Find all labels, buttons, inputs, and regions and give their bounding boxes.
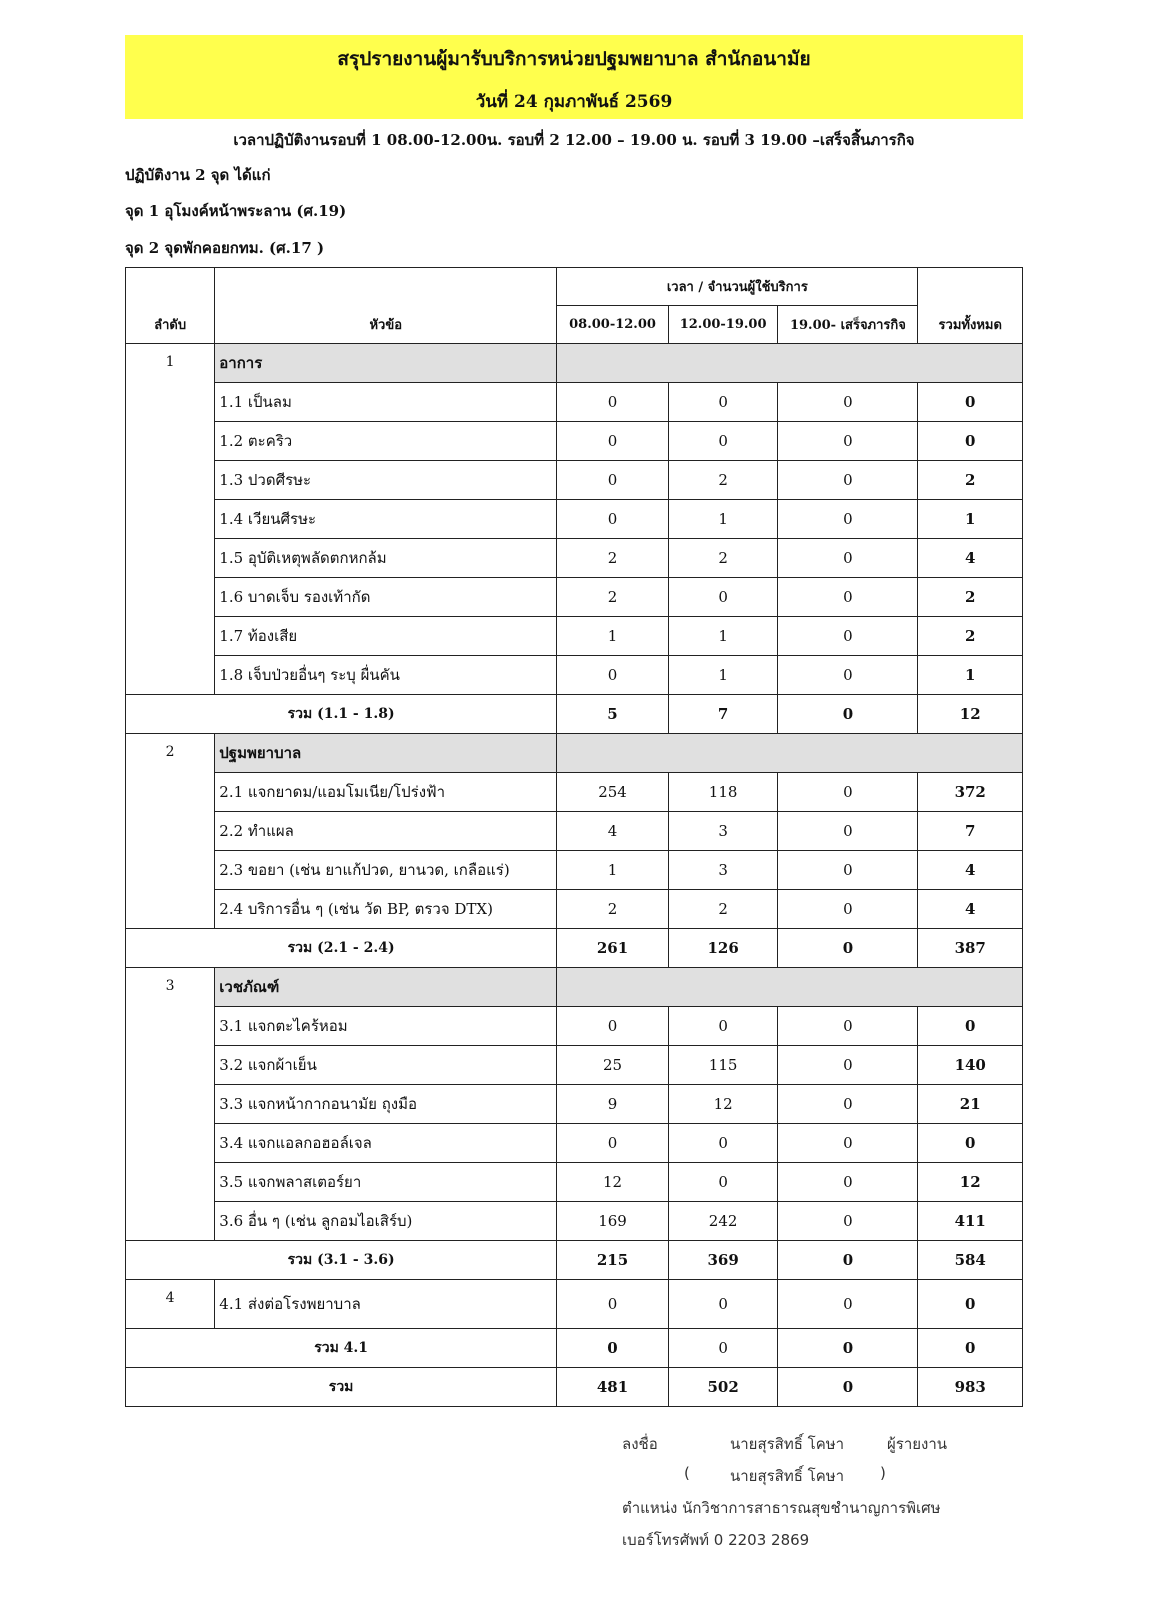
- section-number: 3: [126, 968, 215, 1241]
- value-total: 0: [918, 1124, 1023, 1163]
- section-number: 2: [126, 734, 215, 929]
- header-t1: 08.00-12.00: [557, 306, 669, 344]
- value-t3: 0: [778, 890, 918, 929]
- value-t2: 2: [668, 890, 778, 929]
- table-row: [126, 578, 1023, 617]
- item-label: 2.1 แจกยาดม/แอมโมเนีย/โปร่งฟ้า: [215, 773, 557, 812]
- paren-name: นายสุรสิทธิ์ โคษา: [730, 1467, 845, 1485]
- value-total: 140: [918, 1046, 1023, 1085]
- value-total: 1: [918, 500, 1023, 539]
- value-t2: 126: [668, 929, 778, 968]
- table-row: [126, 1085, 1023, 1124]
- value-t2: 0: [668, 1163, 778, 1202]
- section-number: 4: [126, 1280, 215, 1329]
- value-t1: 9: [557, 1085, 669, 1124]
- paren-close: ): [880, 1464, 886, 1482]
- value-t2: 12: [668, 1085, 778, 1124]
- value-total: 983: [918, 1368, 1023, 1407]
- section-title-filler: [557, 968, 1023, 1007]
- value-t1: 4: [557, 812, 669, 851]
- shift-schedule: เวลาปฏิบัติงานรอบที่ 1 08.00-12.00น. รอบที่ 2 12.00 – 19.00 น. รอบที่ 3 19.00 –เสร็จสิ้นภารกิจ: [233, 131, 915, 149]
- value-t1: 25: [557, 1046, 669, 1085]
- section-number: 1: [126, 344, 215, 695]
- value-t2: 0: [668, 1329, 778, 1368]
- value-t1: 0: [557, 461, 669, 500]
- signer-position: ตำแหน่ง นักวิชาการสาธารณสุขชำนาญการพิเศษ: [622, 1499, 941, 1517]
- value-t3: 0: [778, 851, 918, 890]
- value-t2: 242: [668, 1202, 778, 1241]
- item-label: 3.2 แจกผ้าเย็น: [215, 1046, 557, 1085]
- info-line-3: จุด 2 จุดพักคอยกทม. (ศ.17 ): [125, 239, 325, 257]
- table-row: [126, 383, 1023, 422]
- subtotal-label: รวม (1.1 - 1.8): [126, 695, 557, 734]
- value-t3: 0: [778, 1368, 918, 1407]
- value-t2: 2: [668, 539, 778, 578]
- subtotal-label: รวม (3.1 - 3.6): [126, 1241, 557, 1280]
- table-row: [126, 422, 1023, 461]
- value-t2: 7: [668, 695, 778, 734]
- table-row: [126, 500, 1023, 539]
- info-line-2: จุด 1 อุโมงค์หน้าพระลาน (ศ.19): [125, 202, 347, 220]
- value-t2: 115: [668, 1046, 778, 1085]
- header-time-group: เวลา / จำนวนผู้ใช้บริการ: [557, 268, 918, 306]
- value-t3: 0: [778, 929, 918, 968]
- value-t3: 0: [778, 500, 918, 539]
- item-label: 3.1 แจกตะไคร้หอม: [215, 1007, 557, 1046]
- grand-total-row: [126, 1368, 1023, 1407]
- value-total: 0: [918, 1007, 1023, 1046]
- value-t1: 0: [557, 500, 669, 539]
- value-t3: 0: [778, 1124, 918, 1163]
- item-label: 3.5 แจกพลาสเตอร์ยา: [215, 1163, 557, 1202]
- item-label: 2.2 ทำแผล: [215, 812, 557, 851]
- value-t1: 0: [557, 1007, 669, 1046]
- value-t3: 0: [778, 617, 918, 656]
- table-row: [126, 656, 1023, 695]
- value-t1: 1: [557, 851, 669, 890]
- service-report-table: [125, 267, 1023, 1407]
- value-t2: 3: [668, 812, 778, 851]
- item-label: 1.5 อุบัติเหตุพลัดตกหกล้ม: [215, 539, 557, 578]
- subtotal-label: รวม 4.1: [126, 1329, 557, 1368]
- signer-name: นายสุรสิทธิ์ โคษา: [730, 1435, 845, 1453]
- header-seq: ลำดับ: [126, 268, 215, 344]
- value-t1: 2: [557, 890, 669, 929]
- header-total: รวมทั้งหมด: [918, 268, 1023, 344]
- value-total: 0: [918, 1329, 1023, 1368]
- value-t2: 118: [668, 773, 778, 812]
- value-t1: 215: [557, 1241, 669, 1280]
- value-t2: 0: [668, 1007, 778, 1046]
- table-row: [126, 1007, 1023, 1046]
- item-label: 3.3 แจกหน้ากากอนามัย ถุงมือ: [215, 1085, 557, 1124]
- table-row: [126, 1046, 1023, 1085]
- section-header-row: [126, 968, 1023, 1007]
- value-total: 2: [918, 461, 1023, 500]
- subtotal-row: [126, 695, 1023, 734]
- section-title: เวชภัณฑ์: [215, 968, 557, 1007]
- info-line-1: ปฏิบัติงาน 2 จุด ได้แก่: [125, 166, 271, 184]
- value-total: 21: [918, 1085, 1023, 1124]
- table-row: [126, 1280, 1023, 1329]
- value-t1: 0: [557, 1124, 669, 1163]
- section-title-filler: [557, 344, 1023, 383]
- table-row: [126, 539, 1023, 578]
- value-t3: 0: [778, 812, 918, 851]
- value-t2: 1: [668, 500, 778, 539]
- section-header-row: [126, 734, 1023, 773]
- item-label: 2.4 บริการอื่น ๆ (เช่น วัด BP, ตรวจ DTX): [215, 890, 557, 929]
- value-t2: 0: [668, 578, 778, 617]
- value-t3: 0: [778, 1046, 918, 1085]
- item-label: 1.6 บาดเจ็บ รองเท้ากัด: [215, 578, 557, 617]
- table-row: [126, 773, 1023, 812]
- value-t1: 12: [557, 1163, 669, 1202]
- value-total: 4: [918, 851, 1023, 890]
- subtotal-label: รวม (2.1 - 2.4): [126, 929, 557, 968]
- value-t2: 0: [668, 422, 778, 461]
- value-t3: 0: [778, 695, 918, 734]
- section-title-filler: [557, 734, 1023, 773]
- value-t1: 0: [557, 383, 669, 422]
- value-total: 4: [918, 890, 1023, 929]
- item-label: 1.2 ตะคริว: [215, 422, 557, 461]
- item-label: 4.1 ส่งต่อโรงพยาบาล: [215, 1280, 557, 1329]
- value-t2: 0: [668, 1124, 778, 1163]
- signer-role: ผู้รายงาน: [887, 1435, 948, 1453]
- table-row: [126, 1124, 1023, 1163]
- value-t3: 0: [778, 1329, 918, 1368]
- value-total: 4: [918, 539, 1023, 578]
- value-t3: 0: [778, 1163, 918, 1202]
- item-label: 1.8 เจ็บป่วยอื่นๆ ระบุ ผื่นคัน: [215, 656, 557, 695]
- table-row: [126, 617, 1023, 656]
- table-row: [126, 1202, 1023, 1241]
- value-total: 411: [918, 1202, 1023, 1241]
- report-title: สรุปรายงานผู้มารับบริการหน่วยปฐมพยาบาล สำนักอนามัย: [337, 48, 811, 70]
- value-t2: 2: [668, 461, 778, 500]
- value-t1: 2: [557, 539, 669, 578]
- value-t1: 481: [557, 1368, 669, 1407]
- item-label: 2.3 ขอยา (เช่น ยาแก้ปวด, ยานวด, เกลือแร่): [215, 851, 557, 890]
- grand-total-label: รวม: [126, 1368, 557, 1407]
- subtotal-row: [126, 929, 1023, 968]
- value-total: 387: [918, 929, 1023, 968]
- table-row: [126, 1163, 1023, 1202]
- value-t3: 0: [778, 1085, 918, 1124]
- value-t2: 1: [668, 617, 778, 656]
- table-row: [126, 890, 1023, 929]
- value-t3: 0: [778, 383, 918, 422]
- value-t2: 0: [668, 1280, 778, 1329]
- value-t2: 369: [668, 1241, 778, 1280]
- value-t2: 3: [668, 851, 778, 890]
- item-label: 1.4 เวียนศีรษะ: [215, 500, 557, 539]
- value-total: 0: [918, 383, 1023, 422]
- item-label: 3.6 อื่น ๆ (เช่น ลูกอมไอเสิร์บ): [215, 1202, 557, 1241]
- signature-line: [622, 1432, 948, 1456]
- header-t2: 12.00-19.00: [668, 306, 778, 344]
- value-t3: 0: [778, 656, 918, 695]
- value-t1: 0: [557, 656, 669, 695]
- value-t3: 0: [778, 773, 918, 812]
- value-t1: 169: [557, 1202, 669, 1241]
- value-total: 2: [918, 617, 1023, 656]
- value-t1: 5: [557, 695, 669, 734]
- value-t2: 502: [668, 1368, 778, 1407]
- value-total: 2: [918, 578, 1023, 617]
- table-row: [126, 461, 1023, 500]
- value-t3: 0: [778, 461, 918, 500]
- value-t1: 261: [557, 929, 669, 968]
- title-band: [125, 35, 1023, 119]
- paren-open: (: [684, 1464, 690, 1482]
- value-total: 584: [918, 1241, 1023, 1280]
- section-title: ปฐมพยาบาล: [215, 734, 557, 773]
- value-t1: 0: [557, 1280, 669, 1329]
- value-t2: 0: [668, 383, 778, 422]
- value-t1: 1: [557, 617, 669, 656]
- value-t1: 0: [557, 422, 669, 461]
- signer-phone: เบอร์โทรศัพท์ 0 2203 2869: [622, 1531, 810, 1549]
- value-total: 1: [918, 656, 1023, 695]
- value-t3: 0: [778, 1007, 918, 1046]
- value-total: 0: [918, 1280, 1023, 1329]
- item-label: 3.4 แจกแอลกอฮอล์เจล: [215, 1124, 557, 1163]
- section-title: อาการ: [215, 344, 557, 383]
- value-t3: 0: [778, 1241, 918, 1280]
- item-label: 1.3 ปวดศีรษะ: [215, 461, 557, 500]
- value-t1: 2: [557, 578, 669, 617]
- value-t2: 1: [668, 656, 778, 695]
- subtotal-row: [126, 1329, 1023, 1368]
- item-label: 1.7 ท้องเสีย: [215, 617, 557, 656]
- value-t1: 254: [557, 773, 669, 812]
- value-t3: 0: [778, 1280, 918, 1329]
- value-t3: 0: [778, 539, 918, 578]
- item-label: 1.1 เป็นลม: [215, 383, 557, 422]
- table-row: [126, 851, 1023, 890]
- value-total: 372: [918, 773, 1023, 812]
- section-header-row: [126, 344, 1023, 383]
- value-t1: 0: [557, 1329, 669, 1368]
- header-t3: 19.00- เสร็จภารกิจ: [778, 306, 918, 344]
- subtotal-row: [126, 1241, 1023, 1280]
- sign-label: ลงชื่อ: [622, 1435, 658, 1453]
- header-topic: หัวข้อ: [215, 268, 557, 344]
- value-t3: 0: [778, 578, 918, 617]
- table-row: [126, 812, 1023, 851]
- value-total: 12: [918, 1163, 1023, 1202]
- value-total: 7: [918, 812, 1023, 851]
- value-t3: 0: [778, 1202, 918, 1241]
- value-t3: 0: [778, 422, 918, 461]
- value-total: 12: [918, 695, 1023, 734]
- report-date: วันที่ 24 กุมภาพันธ์ 2569: [475, 92, 673, 112]
- value-total: 0: [918, 422, 1023, 461]
